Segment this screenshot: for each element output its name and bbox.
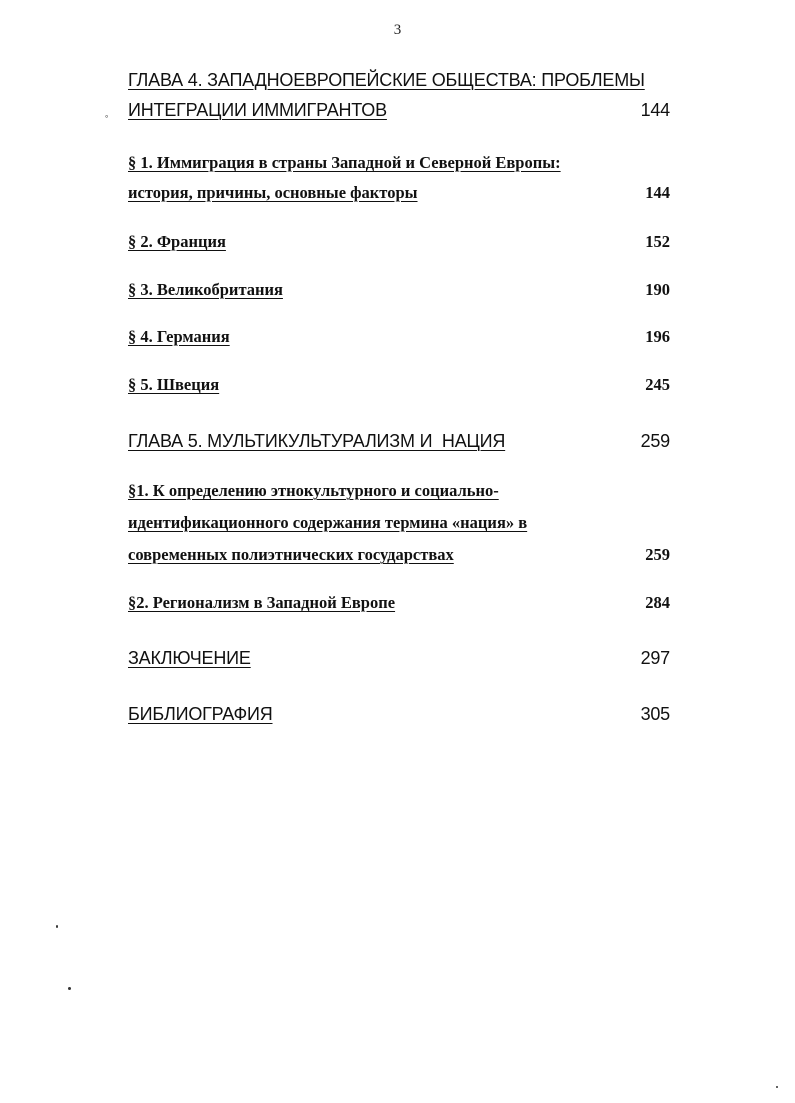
toc-line-text: § 2. Франция [128,232,226,251]
page-number: 3 [393,22,402,38]
toc-page-number: 245 [645,375,670,394]
toc-entry-section-4-1[interactable] [128,153,670,213]
toc-page-number: 284 [645,593,670,612]
scan-speck [56,925,58,928]
toc-entry-section-4-2[interactable] [128,232,670,262]
toc-entry-section-5-2[interactable] [128,593,670,623]
toc-entry-section-4-4[interactable] [128,327,670,357]
toc-entry-chapter-4[interactable] [128,70,670,130]
toc-line-text: §1. К определению этнокультурного и социально- [128,481,499,500]
toc-line-text: ГЛАВА 4. ЗАПАДНОЕВРОПЕЙСКИЕ ОБЩЕСТВА: ПРОБЛЕМЫ [128,70,645,90]
toc-page-number: 297 [640,648,670,668]
toc-line-text: § 3. Великобритания [128,280,283,299]
toc-page-number: 259 [645,545,670,564]
toc-line-text: ГЛАВА 5. МУЛЬТИКУЛЬТУРАЛИЗМ И НАЦИЯ [128,431,506,451]
toc-line-text: идентификационного содержания термина «нация» в [128,513,528,532]
toc-entry-bibliography[interactable] [128,704,670,734]
toc-line-text: ИНТЕГРАЦИИ ИММИГРАНТОВ [128,100,387,120]
toc-entry-chapter-5[interactable] [128,431,670,461]
toc-entry-conclusion[interactable] [128,648,670,678]
toc-page-number: 144 [640,100,670,120]
scan-speck [68,987,71,990]
scan-speck [776,1086,778,1088]
toc-page-number: 144 [645,183,670,202]
toc-page-number: 305 [640,704,670,724]
toc-line-text: § 1. Иммиграция в страны Западной и Северной Европы: [128,153,561,172]
toc-entry-section-4-3[interactable] [128,280,670,310]
toc-page-number: 259 [640,431,670,451]
toc-line-text: современных полиэтнических государствах [128,545,454,564]
scan-mark: ∘ [104,112,110,121]
toc-line-text: § 4. Германия [128,327,230,346]
toc-page-number: 196 [645,327,670,346]
toc-entry-section-5-1[interactable] [128,481,670,575]
toc-line-text: § 5. Швеция [128,375,220,394]
toc-entry-section-4-5[interactable] [128,375,670,405]
toc-line-text: ЗАКЛЮЧЕНИЕ [128,648,251,668]
toc-line-text: история, причины, основные факторы [128,183,418,202]
toc-page-number: 190 [645,280,670,299]
toc-page-number: 152 [645,232,670,251]
toc-line-text: БИБЛИОГРАФИЯ [128,704,273,724]
toc-line-text: §2. Регионализм в Западной Европе [128,593,396,612]
